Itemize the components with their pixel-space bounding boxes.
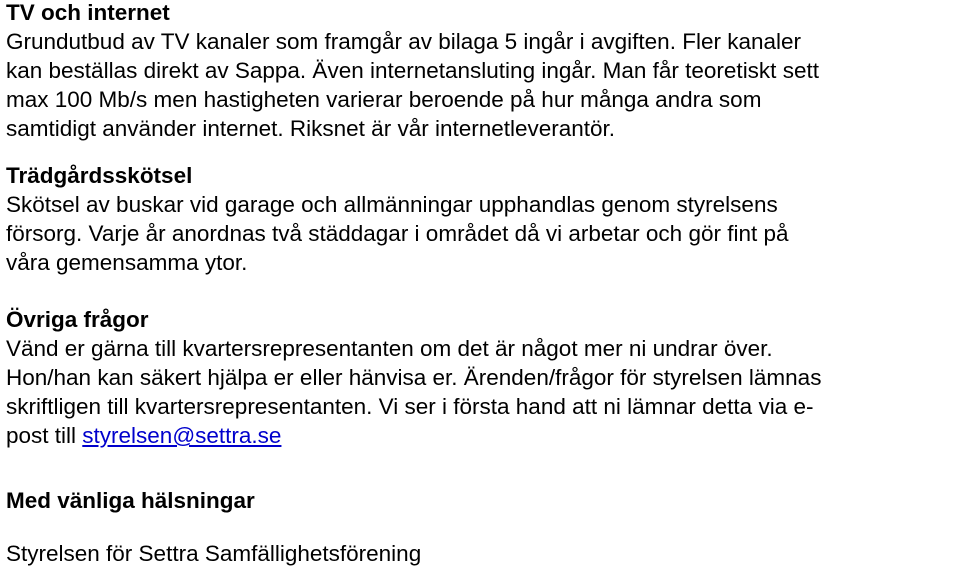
paragraph-line: våra gemensamma ytor. — [6, 250, 248, 275]
signature-block — [6, 539, 421, 568]
email-link[interactable]: styrelsen@settra.se — [82, 423, 282, 448]
section-paragraph-tradgardsskotsel — [6, 190, 789, 277]
paragraph-line-with-email — [6, 421, 821, 450]
section-tradgardsskotsel — [6, 161, 789, 277]
section-paragraph-ovriga-fragor — [6, 334, 821, 450]
section-paragraph-tv-internet — [6, 27, 819, 143]
paragraph-line: skriftligen till kvartersrepresentanten. Vi ser i första hand att ni lämnar detta via e- — [6, 394, 814, 419]
section-heading-ovriga-fragor: Övriga frågor — [6, 307, 149, 332]
section-tv-internet — [6, 0, 819, 143]
signature: Styrelsen för Settra Samfällighetsförening — [6, 541, 422, 566]
paragraph-line: Skötsel av buskar vid garage och allmänningar upphandlas genom styrelsens — [6, 192, 778, 217]
closing-greeting-block — [6, 486, 255, 515]
paragraph-line: Grundutbud av TV kanaler som framgår av bilaga 5 ingår i avgiften. Fler kanaler — [6, 29, 801, 54]
paragraph-line: Vänd er gärna till kvartersrepresentanten om det är något mer ni undrar över. — [6, 336, 773, 361]
paragraph-line: max 100 Mb/s men hastigheten varierar beroende på hur många andra som — [6, 87, 762, 112]
closing-greeting: Med vänliga hälsningar — [6, 488, 255, 513]
paragraph-line: kan beställas direkt av Sappa. Även internetansluting ingår. Man får teoretiskt sett — [6, 58, 819, 83]
section-ovriga-fragor — [6, 305, 821, 450]
paragraph-line: samtidigt använder internet. Riksnet är vår internetleverantör. — [6, 116, 616, 141]
paragraph-line: försorg. Varje år anordnas två städdagar i området då vi arbetar och gör fint på — [6, 221, 789, 246]
email-prefix-text: post till — [6, 423, 83, 448]
section-heading-tradgardsskotsel: Trädgårdsskötsel — [6, 163, 193, 188]
paragraph-line: Hon/han kan säkert hjälpa er eller hänvisa er. Ärenden/frågor för styrelsen lämnas — [6, 365, 822, 390]
section-heading-tv-internet: TV och internet — [6, 0, 170, 25]
